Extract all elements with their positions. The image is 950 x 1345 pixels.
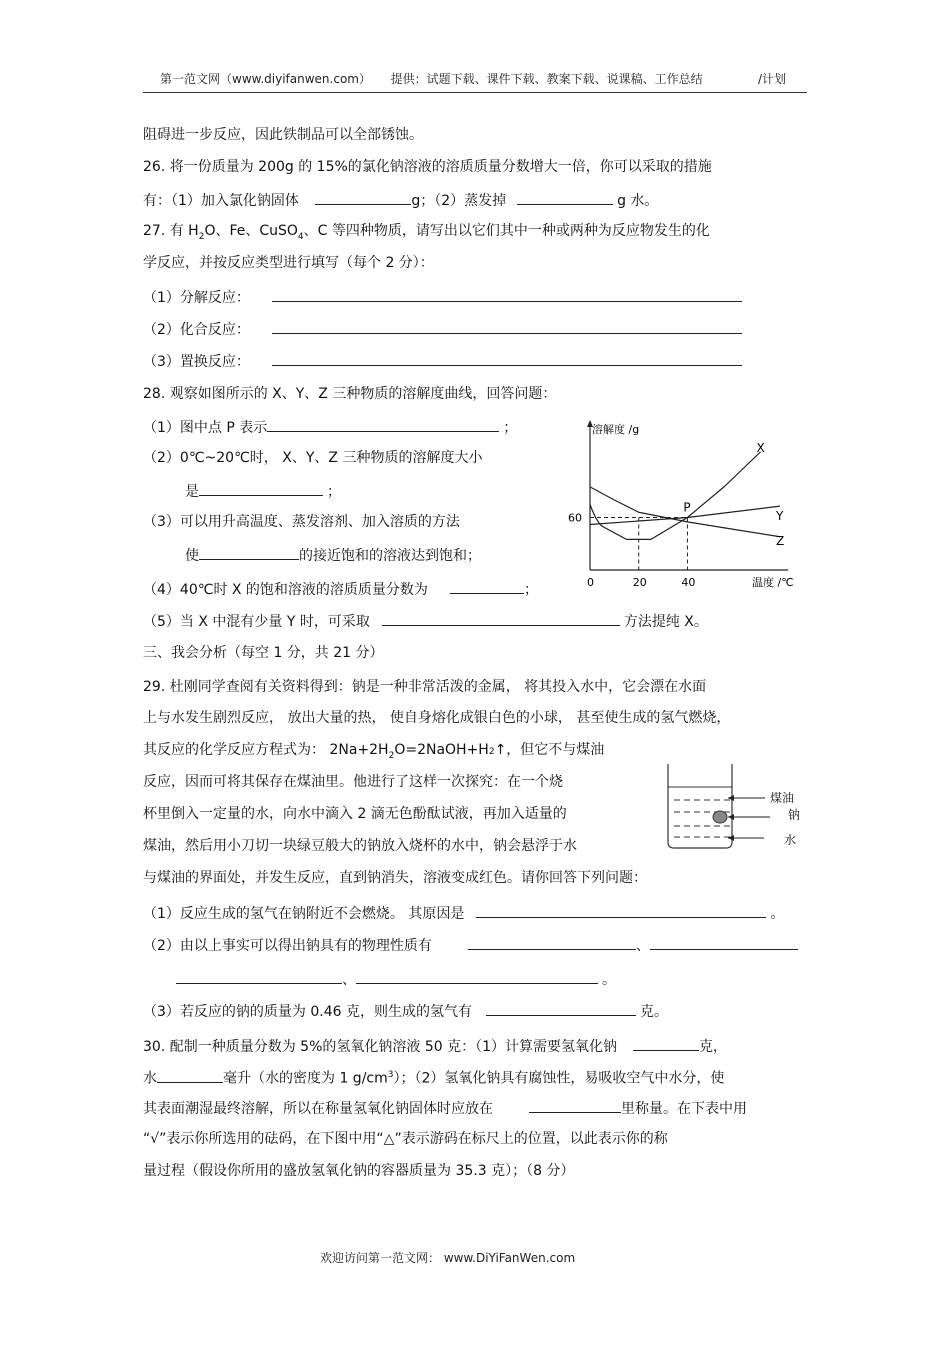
label-kerosene: 煤油 bbox=[770, 791, 795, 805]
q28-3b: 使 的接近饱和的溶液达到饱和； bbox=[185, 545, 481, 565]
q28-2: （2）0℃~20℃时， X、Y、Z 三种物质的溶解度大小 bbox=[143, 450, 483, 466]
q28-1: （1）图中点 P 表示 ； bbox=[143, 417, 517, 437]
q27-blank-1[interactable] bbox=[272, 287, 742, 302]
y-axis-label: 溶解度 /g bbox=[592, 423, 640, 436]
label-water: 水 bbox=[784, 833, 797, 847]
q29-blank-2c[interactable] bbox=[176, 969, 342, 984]
q30-line1: 30. 配制一种质量分数为 5%的氢氧化钠溶液 50 克：（1）计算需要氢氧化钠 克， bbox=[143, 1036, 727, 1056]
q29-blank-2d[interactable] bbox=[356, 969, 598, 984]
q30-blank-naoh[interactable] bbox=[633, 1036, 699, 1051]
q29-line1: 29. 杜刚同学查阅有关资料得到：钠是一种非常活泼的金属， 将其投入水中，它会漂在水面 bbox=[143, 679, 707, 695]
q30-line3: 其表面潮湿最终溶解，所以在称量氢氧化钠固体时应放在 里称量。在下表中用 bbox=[143, 1098, 747, 1118]
q27-combination: （2）化合反应： bbox=[143, 319, 742, 339]
q27-displacement: （3）置换反应： bbox=[143, 351, 742, 371]
series-label-x: X bbox=[756, 440, 765, 455]
label-sodium: 钠 bbox=[788, 808, 801, 822]
header-site-info bbox=[160, 70, 703, 87]
q28-2b: 是 ； bbox=[185, 481, 341, 501]
q28-4: （4）40℃时 X 的饱和溶液的溶质质量分数为 ； bbox=[143, 579, 538, 599]
x-axis-label: 温度 /℃ bbox=[752, 576, 794, 589]
q29-line3: 其反应的化学反应方程式为： $2Na+2H_2O=2NaOH+H2↑$，但它不与煤油 bbox=[143, 742, 605, 761]
q27-line1: 27. 有 $H_2O$、Fe、CuSO$_4$、C 等四种物质，请写出以它们其中一种或两种为反应物发生的化 bbox=[143, 223, 710, 242]
q29-line6: 煤油，然后用小刀切一块绿豆般大的钠放入烧杯的水中，钠会悬浮于水 bbox=[143, 838, 577, 854]
beaker-diagram bbox=[660, 762, 810, 852]
q28-blank-2[interactable] bbox=[199, 481, 323, 496]
q26-blank-salt[interactable] bbox=[315, 190, 411, 205]
header-provides: 提供：试题下载、课件下载、教案下载、说课稿、工作总结 bbox=[390, 72, 703, 86]
q26-line2: 有：（1）加入氯化钠固体 g；（2）蒸发掉 g 水。 bbox=[143, 190, 658, 210]
q27-blank-3[interactable] bbox=[272, 351, 742, 366]
q30-line2: 水 毫升（水的密度为 1 $g/cm^3$）；（2）氢氧化钠具有腐蚀性，易吸收空气中水分，使 bbox=[143, 1066, 724, 1088]
q29-blank-3[interactable] bbox=[486, 1001, 636, 1016]
text-line: 阻碍进一步反应，因此铁制品可以全部锈蚀。 bbox=[143, 127, 423, 143]
q28-blank-3[interactable] bbox=[199, 545, 299, 560]
q29-line7: 与煤油的界面处，并发生反应，直到钠消失，溶液变成红色。请你回答下列问题： bbox=[143, 870, 647, 886]
solubility-chart bbox=[562, 420, 812, 600]
header-site: 第一范文网（www.diyifanwen.com） bbox=[160, 72, 371, 86]
q29-line2: 上与水发生剧烈反应， 放出大量的热， 使自身熔化成银白色的小球， 甚至使生成的氢气燃烧， bbox=[143, 710, 731, 726]
header-right: /计划 bbox=[758, 72, 787, 86]
q29-blank-1[interactable] bbox=[476, 903, 766, 918]
q30-blank-container[interactable] bbox=[529, 1098, 621, 1113]
q29-2: （2）由以上事实可以得出钠具有的物理性质有 、 bbox=[143, 935, 798, 955]
q27-decomposition: （1）分解反应： bbox=[143, 287, 742, 307]
q28-3: （3）可以用升高温度、蒸发溶剂、加入溶质的方法 bbox=[143, 514, 460, 530]
q27-blank-2[interactable] bbox=[272, 319, 742, 334]
q29-2-cont: 、 。 bbox=[176, 969, 616, 989]
series-x-curve bbox=[590, 452, 761, 540]
footer-text: 欢迎访问第一范文网： www.DiYiFanWen.com bbox=[320, 1251, 576, 1265]
series-label-z: Z bbox=[776, 533, 785, 548]
x-tick-label: 0 bbox=[587, 576, 594, 589]
q28-blank-1[interactable] bbox=[267, 417, 499, 432]
q29-line5: 杯里倒入一定量的水，向水中滴入 2 滴无色酚酞试液，再加入适量的 bbox=[143, 806, 567, 822]
series-label-y: Y bbox=[776, 509, 784, 524]
q29-3: （3）若反应的钠的质量为 0.46 克，则生成的氢气有 克。 bbox=[143, 1001, 668, 1021]
q28-5: （5）当 X 中混有少量 Y 时，可采取 方法提纯 X。 bbox=[143, 611, 708, 631]
point-p-label: P bbox=[683, 500, 691, 515]
q28-blank-4[interactable] bbox=[450, 579, 524, 594]
q29-1: （1）反应生成的氢气在钠附近不会燃烧。 其原因是 。 bbox=[143, 903, 784, 923]
x-tick-label: 40 bbox=[681, 576, 696, 589]
section-3-title: 三、我会分析（每空 1 分，共 21 分） bbox=[143, 645, 384, 661]
q30-blank-water[interactable] bbox=[157, 1068, 223, 1083]
q29-blank-2a[interactable] bbox=[468, 935, 636, 950]
header-divider bbox=[143, 92, 807, 93]
q28-line: 28. 观察如图所示的 X、Y、Z 三种物质的溶解度曲线，回答问题： bbox=[143, 386, 557, 402]
q29-line4: 反应，因而可将其保存在煤油里。他进行了这样一次探究：在一个烧 bbox=[143, 774, 563, 790]
q30-line4: “√”表示你所选用的砝码，在下图中用“△”表示游码在标尺上的位置，以此表示你的称 bbox=[143, 1131, 668, 1147]
q26-blank-evaporate[interactable] bbox=[517, 190, 613, 205]
q26-line1: 26. 将一份质量为 200g 的 15%的氯化钠溶液的溶质质量分数增大一倍，你可以采取的措施 bbox=[143, 159, 712, 175]
y-tick-label: 60 bbox=[568, 511, 582, 525]
q29-blank-2b[interactable] bbox=[650, 935, 798, 950]
q27-line2: 学反应，并按反应类型进行填写（每个 2 分）： bbox=[143, 255, 434, 271]
q30-line5: 量过程（假设你所用的盛放氢氧化钠的容器质量为 35.3 克）；（8 分） bbox=[143, 1163, 575, 1179]
x-tick-label: 20 bbox=[632, 576, 647, 589]
q28-blank-5[interactable] bbox=[382, 611, 620, 626]
